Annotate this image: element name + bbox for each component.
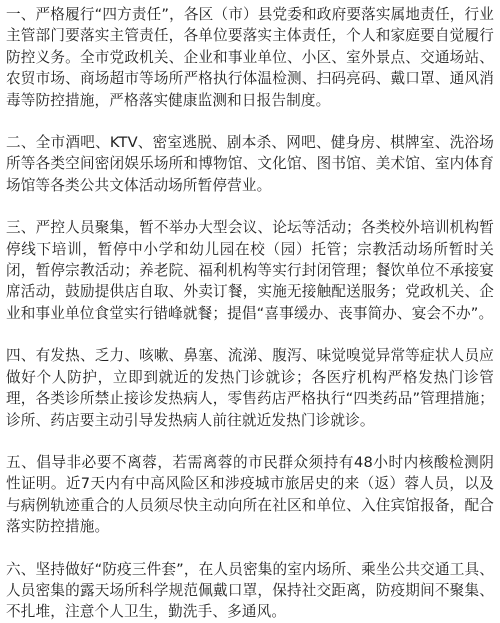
paragraph-1: 一、严格履行“四方责任”，各区（市）县党委和政府要落实属地责任，行业主管部门要落实主管责任，各单位要落实主体责任，个人和家庭要自觉履行防控义务。全市党政机关、企业和事业单位、小区、室外景点、交通场站、农贸市场、商场超市等场所严格执行体温检测、扫码亮码、戴口罩、通风消毒等防控措施，严格落实健康监测和日报告制度。 — [6, 6, 494, 109]
paragraph-3: 三、严控人员聚集，暂不举办大型会议、论坛等活动；各类校外培训机构暂停线下培训，暂停中小学和幼儿园在校（园）托管；宗教活动场所暂时关闭，暂停宗教活动；养老院、福利机构等实行封闭管理；餐饮单位不承接宴席活动，鼓励提供店自取、外卖订餐，实施无接触配送服务；党政机关、企业和事业单位食堂实行错峰就餐；提倡“喜事缓办、丧事简办、宴会不办”。 — [6, 219, 494, 322]
paragraph-4: 四、有发热、乏力、咳嗽、鼻塞、流涕、腹泻、味觉嗅觉异常等症状人员应做好个人防护，立即到就近的发热门诊就诊；各医疗机构严格发热门诊管理，各类诊所禁止接诊发热病人，零售药店严格执行“四类药品”管理措施；诊所、药店要主动引导发热病人前往就近发热门诊就诊。 — [6, 347, 494, 429]
paragraph-5: 五、倡导非必要不离蓉，若需离蓉的市民群众须持有48小时内核酸检测阴性证明。近7天内有中高风险区和涉疫城市旅居史的来（返）蓉人员，以及与病例轨迹重合的人员须尽快主动向所在社区和单位、入住宾馆报备，配合落实防控措施。 — [6, 453, 494, 536]
paragraph-2: 二、全市酒吧、KTV、密室逃脱、剧本杀、网吧、健身房、棋牌室、洗浴场所等各类空间密闭娱乐场所和博物馆、文化馆、图书馆、美术馆、室内体育场馆等各类公共文体活动场所暂停营业。 — [6, 134, 494, 194]
paragraph-6: 六、坚持做好“防疫三件套”，在人员密集的室内场所、乘坐公共交通工具、人员密集的露天场所科学规范佩戴口罩，保持社交距离，防疫期间不聚集、不扎堆，注意个人卫生，勤洗手、多通风。 — [6, 560, 494, 621]
